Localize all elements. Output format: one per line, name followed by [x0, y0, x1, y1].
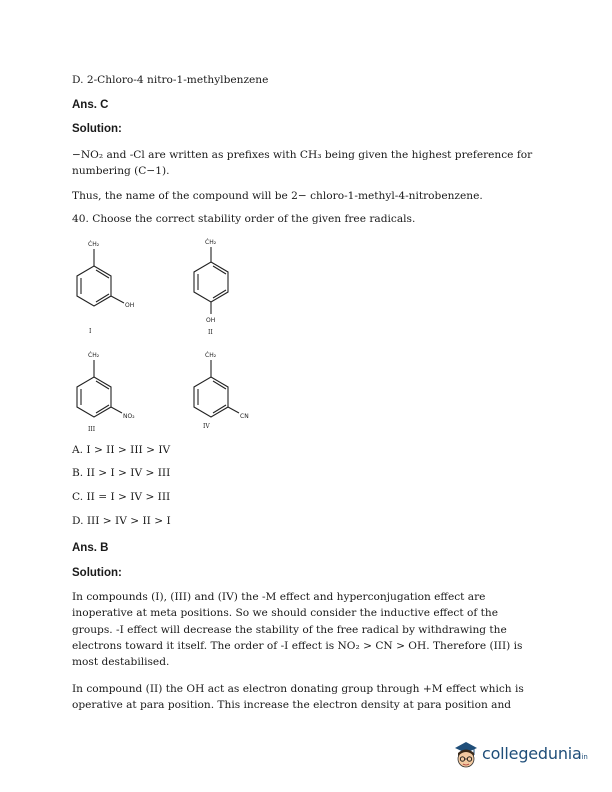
structure-iv-substituent: CN	[240, 413, 249, 420]
structure-iii-substituent: NO₂	[123, 413, 135, 420]
structure-iii-numeral: III	[88, 426, 96, 433]
previous-option-d: D. 2-Chloro-4 nitro-1-methylbenzene	[72, 74, 269, 86]
structure-ii-numeral: II	[208, 329, 213, 336]
option-b: B. II > I > IV > III	[72, 467, 171, 479]
structure-iv-numeral: IV	[203, 423, 210, 430]
mascot-icon	[452, 740, 480, 770]
option-d: D. III > IV > II > I	[72, 515, 171, 527]
solution-1-conclusion: Thus, the name of the compound will be 2− chloro-1-methyl-4-nitrobenzene.	[72, 190, 483, 202]
logo-wordmark: collegeduniain	[482, 744, 588, 763]
answer-c: Ans. C	[72, 99, 109, 111]
structure-i-top-group: ĊH₂	[88, 241, 100, 248]
question-40: 40. Choose the correct stability order of the given free radicals.	[72, 213, 416, 225]
answer-b: Ans. B	[72, 542, 109, 554]
structure-iv-top-group: ĊH₂	[205, 352, 217, 359]
structure-ii-substituent: OH	[206, 317, 216, 324]
solution-heading-2: Solution:	[72, 567, 122, 579]
structure-ii-top-group: ĊH₂	[205, 239, 217, 246]
solution-1-text: −NO₂ and -Cl are written as prefixes with CH₃ being given the highest preference for numbering (C−1).	[72, 149, 533, 178]
structure-i	[66, 236, 156, 340]
collegedunia-logo	[452, 738, 594, 772]
structure-i-substituent: OH	[125, 302, 135, 309]
solution-2-paragraph-1: In compounds (I), (III) and (IV) the -M effect and hyperconjugation effect are inoperative at meta positions. So we should consider the inductive effect of the groups. -I effect will decrease the stability of the free radical by withdrawing the electrons toward it itself. The order of -I effect is NO₂ > CN > OH. Therefore (III) is most destabilised.	[72, 591, 523, 669]
option-c: C. II = I > IV > III	[72, 491, 171, 503]
solution-2-paragraph-2: In compound (II) the OH act as electron donating group through +M effect which is operative at para position. This increase the electron density at para position and	[72, 683, 524, 712]
structure-iii	[66, 345, 156, 435]
structure-iv	[183, 345, 273, 435]
structure-ii	[183, 236, 243, 340]
solution-heading-1: Solution:	[72, 123, 122, 135]
option-a: A. I > II > III > IV	[72, 444, 171, 456]
structure-iii-top-group: ĊH₂	[88, 352, 100, 359]
structure-i-numeral: I	[89, 328, 92, 335]
